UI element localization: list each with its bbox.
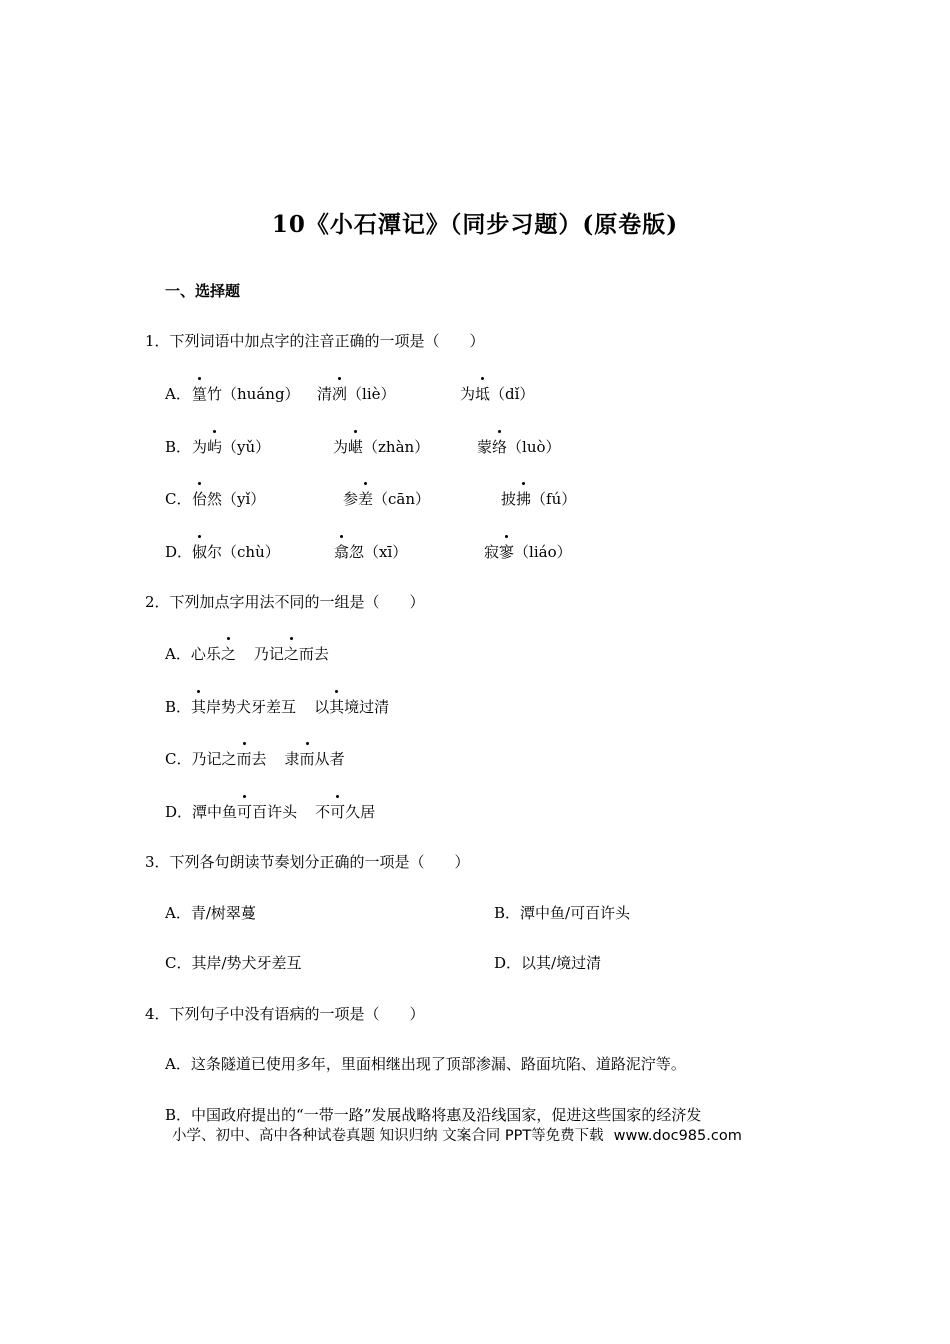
q1-option-b-label: B． <box>165 438 192 456</box>
q4-option-b: B．中国政府提出的“一带一路”发展战略将惠及沿线国家，促进这些国家的经济发 <box>165 1106 702 1124</box>
q3-option-c: C．其岸/势犬牙差互 <box>165 954 302 972</box>
q2-option-a: A．心乐之 乃记之而去 <box>165 645 329 663</box>
q3-option-b: B．潭中鱼/可百许头 <box>494 904 631 922</box>
q4-option-a: A．这条隧道已使用多年，里面相继出现了顶部渗漏、路面坑陷、道路泥泞等。 <box>165 1055 686 1073</box>
q1-option-c-item-2: 参差（cān） <box>343 490 431 508</box>
q2-option-c: C．乃记之而去 隶而从者 <box>165 750 345 768</box>
footer-url[interactable]: www.doc985.com <box>613 1128 742 1144</box>
q1-option-a-item-2: 清冽（liè） <box>317 385 396 403</box>
question-3-stem: 3．下列各句朗读节奏划分正确的一项是（ ） <box>145 853 470 871</box>
section-heading: 一、选择题 <box>165 282 241 300</box>
q1-option-c-item-1: 佁然（yǐ） <box>192 490 266 508</box>
q2-option-d: D．潭中鱼可百许头 不可久居 <box>165 803 376 821</box>
q1-option-a-item-3: 为坻（dǐ） <box>460 385 535 403</box>
q1-option-b-item-1: 为屿（yǔ） <box>192 438 271 456</box>
question-1-stem: 1．下列词语中加点字的注音正确的一项是（ ） <box>145 332 485 350</box>
q3-option-a: A．青/树翠蔓 <box>165 904 256 922</box>
q1-option-b-item-3: 蒙络（luò） <box>477 438 561 456</box>
footer-text: 小学、初中、高中各种试卷真题 知识归纳 文案合同 PPT等免费下载 <box>172 1128 604 1144</box>
q3-option-d: D．以其/境过清 <box>494 954 602 972</box>
page-title: 10《小石潭记》（同步习题）(原卷版) <box>271 211 679 238</box>
q1-option-a-item-1: 篁竹（huáng） <box>192 385 300 403</box>
q2-option-b: B．其岸势犬牙差互 以其境过清 <box>165 698 390 716</box>
q1-option-b-item-2: 为嵁（zhàn） <box>333 438 430 456</box>
q1-option-a-label: A． <box>165 385 191 403</box>
q1-option-d-item-3: 寂寥（liáo） <box>484 543 572 561</box>
q1-option-d-item-2: 翕忽（xī） <box>334 543 408 561</box>
q1-option-d-label: D． <box>165 543 193 561</box>
question-4-stem: 4．下列句子中没有语病的一项是（ ） <box>145 1005 425 1023</box>
question-2-stem: 2．下列加点字用法不同的一组是（ ） <box>145 593 425 611</box>
page-footer <box>172 1124 742 1145</box>
q1-option-c-item-3: 披拂（fú） <box>501 490 577 508</box>
q1-option-d-item-1: 俶尔（chù） <box>192 543 280 561</box>
q1-option-c-label: C． <box>165 490 192 508</box>
